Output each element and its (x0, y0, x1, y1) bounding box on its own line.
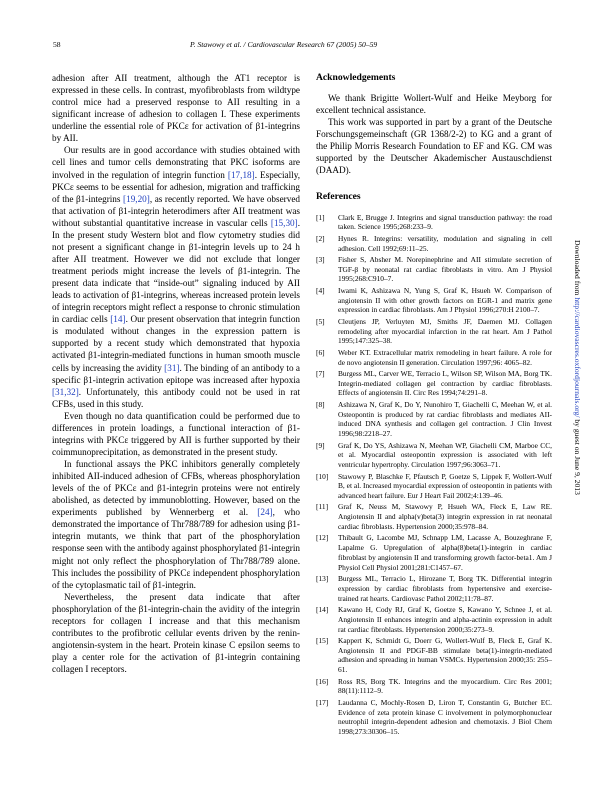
reference-number: [8] (316, 399, 325, 409)
reference-number: [9] (316, 440, 325, 450)
reference-item (316, 400, 552, 439)
reference-text: Ashizawa N, Graf K, Do Y, Nunohiro T, Giachelli C, Meehan W, et al. Osteopontin is produced by rat cardiac fibroblasts and mediates AII-induced DNA synthesis and collagen gel contraction. J Clin Invest 1996;98:2218–27. (338, 399, 552, 439)
reference-item (316, 605, 552, 634)
citation-link[interactable]: [14] (110, 314, 126, 325)
reference-item (316, 574, 552, 603)
reference-text: Weber KT. Extracellular matrix remodeling in heart failure. A role for de novo angiotensin II generation. Circulation 1997;96: 4065–82. (338, 347, 552, 367)
reference-number: [6] (316, 347, 325, 357)
paragraph: Even though no data quantification could be performed due to differences in protein loadings, a functional interaction of β1-integrins with PKCε triggered by AII is further supported by their coimmunoprecipitation, as demonstrated in the present study. (52, 410, 300, 457)
citation-link[interactable]: [19,20] (123, 193, 150, 204)
download-link[interactable]: http://cardiovascres.oxfordjournals.org/ (573, 297, 582, 418)
reference-item (316, 213, 552, 233)
reference-item (316, 317, 552, 346)
section-heading: Acknowledgements (316, 72, 396, 83)
reference-text: Burgess ML, Terracio L, Hirozane T, Borg TK. Differential integrin expression by cardiac fibroblasts from hypertensive and exercise-trained rat hearts. Cardiovasc Pathol 2002;11:78–87. (338, 574, 552, 603)
reference-text: Graf K, Do YS, Ashizawa N, Meehan WP, Giachelli CM, Marboe CC, et al. Myocardial osteopontin expression is associated with left ventricular hypertrophy. Circulation 1997;96:3063–71. (338, 440, 552, 470)
reference-number: [3] (316, 254, 325, 264)
reference-text: Ross RS, Borg TK. Integrins and the myocardium. Circ Res 2001; 88(11):1112–9. (338, 676, 552, 696)
reference-number: [13] (316, 574, 329, 584)
reference-text: Graf K, Neuss M, Stawowy P, Hsueh WA, Fleck E, Law RE. Angiotensin II and alpha(v)beta(3) integrin expression in rat neonatal cardiac fibroblasts. Hypertension 2000;35:978–84. (338, 502, 552, 531)
reference-item (316, 369, 552, 398)
reference-number: [15] (316, 635, 329, 645)
references-section (316, 191, 552, 737)
download-notice: Downloaded from http://cardiovascres.oxfordjournals.org/ by guest on June 9, 2013 (573, 240, 582, 495)
reference-number: [16] (316, 676, 329, 686)
reference-number: [17] (316, 697, 329, 707)
reference-item (316, 698, 552, 737)
reference-number: [10] (316, 471, 329, 481)
citation-link[interactable]: [24] (257, 507, 273, 518)
paragraph: We thank Brigitte Wollert-Wulf and Heike Meyborg for excellent technical assistance. (316, 93, 552, 116)
citation-link[interactable]: [31,32] (52, 386, 79, 397)
reference-number: [7] (316, 368, 325, 378)
reference-item (316, 286, 552, 315)
reference-list (316, 213, 552, 737)
reference-number: [11] (316, 502, 329, 512)
section-heading: References (316, 190, 361, 202)
paragraph: Our results are in good accordance with studies obtained with cell lines and tumor cells demonstrating that PKC isoforms are involved in the regulation of integrin function [17,18]. Especially, PKCε seems to be essential for adhesion, migration and trafficking of the β1-integrins [19,20], as recently reported. We have observed that activation of β1-integrin heterodimers after AII treatment was without substantial quantitative increase in vascular cells [15,30]. In the present study Western blot and flow cytometry studies did not present a significant change in β1-integrin levels up to 24 h after AII treatment. However we did not exclude that longer treatment periods might increase the levels of β1-integrin. The present data indicate that “inside-out” signaling induced by AII leads to activation of β1-integrins, whereas increased protein levels of integrin receptors might reflect a response to chronic stimulation in cardiac cells [14]. Our present observation that integrin function is modulated without changes in the expression pattern is supported by a recent study which demonstrated that hypoxia activated β1-integrin-mediated functions in human smooth muscle cells by increasing the avidity [31]. The binding of an antibody to a specific β1-integrin activation epitope was increased after hypoxia [31,32]. Unfortunately, this antibody could not be used in rat CFBs, used in this study. (52, 145, 301, 409)
reference-text: Hynes R. Integrins: versatility, modulation and signaling in cell adhesion. Cell 1992;69:11–25. (338, 233, 552, 253)
page-number: 58 (53, 40, 61, 49)
reference-text: Iwami K, Ashizawa N, Yung S, Graf K, Hsueh W. Comparison of angiotensin II with other growth factors on EGR-1 and matrix gene expression in cardiac fibroblasts. Am J Physiol 1996;270:H 2100–7. (338, 285, 552, 315)
reference-text: Kappert K, Schmidt G, Doerr G, Wollert-Wulf B, Fleck E, Graf K. Angiotensin II and PDGF-BB stimulate beta(1)-integrin-mediated adhesion and spreading in human VSMCs. Hypertension 2000;35: 255–61. (338, 635, 552, 675)
reference-item (316, 255, 552, 284)
citation-link[interactable]: [17,18] (227, 169, 255, 180)
reference-item (316, 348, 552, 368)
paragraph: In functional assays the PKC inhibitors generally completely inhibited AII-induced adhesion of CFBs, whereas phosphorylation levels of the of PKCε and β1-integrin proteins were not entirely abolished, as detected by immunoblotting. However, based on the experiments published by Wennerberg et al. [24], who demonstrated the importance of Thr788/789 for adhesion using β1-integrin mutants, we think that part of the phosphorylation response seen with the antibody against phosphorylated β1-integrin might not only reflect the phosphorylation of Thr788/789 alone. This includes the possibility of PKCε independent phosphorylation of the cytoplasmatic tail of β1-integrin. (52, 459, 300, 590)
reference-text: Fisher S, Absher M. Norepinephrine and AII stimulate secretion of TGF-β by neonatal rat cardiac fibroblasts in vitro. Am J Physiol 1995;268:C910–7. (338, 254, 552, 284)
reference-item (316, 677, 552, 697)
reference-text: Burgess ML, Carver WE, Terracio L, Wilson SP, Wilson MA, Borg TK. Integrin-mediated collagen gel contraction by cardiac fibroblasts. Effects of angiotensin II. Circ Res 1994;74:291–8. (338, 368, 552, 398)
acknowledgements-section (316, 72, 552, 177)
right-column (316, 72, 552, 739)
reference-text: Laudanna C, Mochly-Rosen D, Liron T, Constantin G, Butcher EC. Evidence of zeta protein kinase C involvement in polymorphonuclear neutrophil integrin-dependent adhesion and chemotaxis. J Biol Chem 1998;273:30306–15. (338, 697, 552, 737)
citation-link[interactable]: [31] (164, 362, 180, 373)
reference-text: Stawowy P, Blaschke F, Pfautsch P, Goetze S, Lippek F, Wollert-Wulf B, et al. Increased myocardial expression of osteopontin in patients with advanced heart failure. Eur J Heart Fail 2002;4:139–46. (338, 471, 552, 500)
reference-item (316, 636, 552, 675)
reference-text: Thibault G, Lacombe MJ, Schnapp LM, Lacasse A, Bouzeghrane F, Lapalme G. Upregulation of alpha(8)beta(1)-integrin in cardiac fibroblast by angiotensin II and transforming growth factor-beta1. Am J Physiol Cell Physiol 2001;281:C1457–67. (338, 533, 552, 572)
reference-item (316, 533, 552, 572)
reference-item (316, 472, 552, 501)
reference-number: [4] (316, 285, 325, 295)
reference-text: Clark E, Brugge J. Integrins and signal transduction pathway: the road taken. Science 1995;268:233–9. (338, 212, 552, 232)
reference-item (316, 502, 552, 531)
reference-text: Kawano H, Cody RJ, Graf K, Goetze S, Kawano Y, Schnee J, et al. Angiotensin II enhances integrin and alpha-actinin expression in adult rat cardiac fibroblasts. Hypertension 2000;35:273–9. (338, 605, 552, 634)
reference-number: [14] (316, 605, 329, 614)
reference-item (316, 234, 552, 254)
reference-number: [5] (316, 316, 325, 326)
reference-number: [1] (316, 212, 325, 222)
reference-number: [12] (316, 533, 329, 543)
paragraph: This work was supported in part by a grant of the Deutsche Forschungsgemeinschaft (GR 1368/2-2) to KG and a grant of the Philip Morris Research Foundation to EF and KG. CM was supported by the Deutscher Akademischer Austauschdienst (DAAD). (316, 117, 552, 176)
paragraph: adhesion after AII treatment, although the AT1 receptor is expressed in these cells. In contrast, myofibroblasts from wildtype control mice had a preserved response to AII resulting in a significant increase of adhesion to collagen I. These experiments underline the essential role of PKCε for activation of β1-integrins by AII. (52, 73, 300, 144)
reference-item (316, 441, 552, 470)
left-column (52, 72, 300, 675)
journal-citation: P. Stawowy et al. / Cardiovascular Research 67 (2005) 50–59 (190, 40, 378, 49)
reference-text: Cleutjens JP, Verluyten MJ, Smiths JF, Daemen MJ. Collagen remodeling after myocardial infarction in the rat heart. Am J Pathol 1995;147:325–38. (338, 316, 552, 346)
citation-link[interactable]: [15,30] (270, 217, 298, 228)
paragraph: Nevertheless, the present data indicate that after phosphorylation of the β1-integrin-chain the avidity of the integrin receptors for collagen I increase and that this mechanism contributes to the profibrotic cellular events driven by the renin-angiotensin-system in the heart. Protein kinase C epsilon seems to play a center role for the activation of β1-integrin containing collagen I receptors. (52, 591, 300, 675)
running-header (0, 34, 600, 48)
reference-number: [2] (316, 233, 325, 243)
